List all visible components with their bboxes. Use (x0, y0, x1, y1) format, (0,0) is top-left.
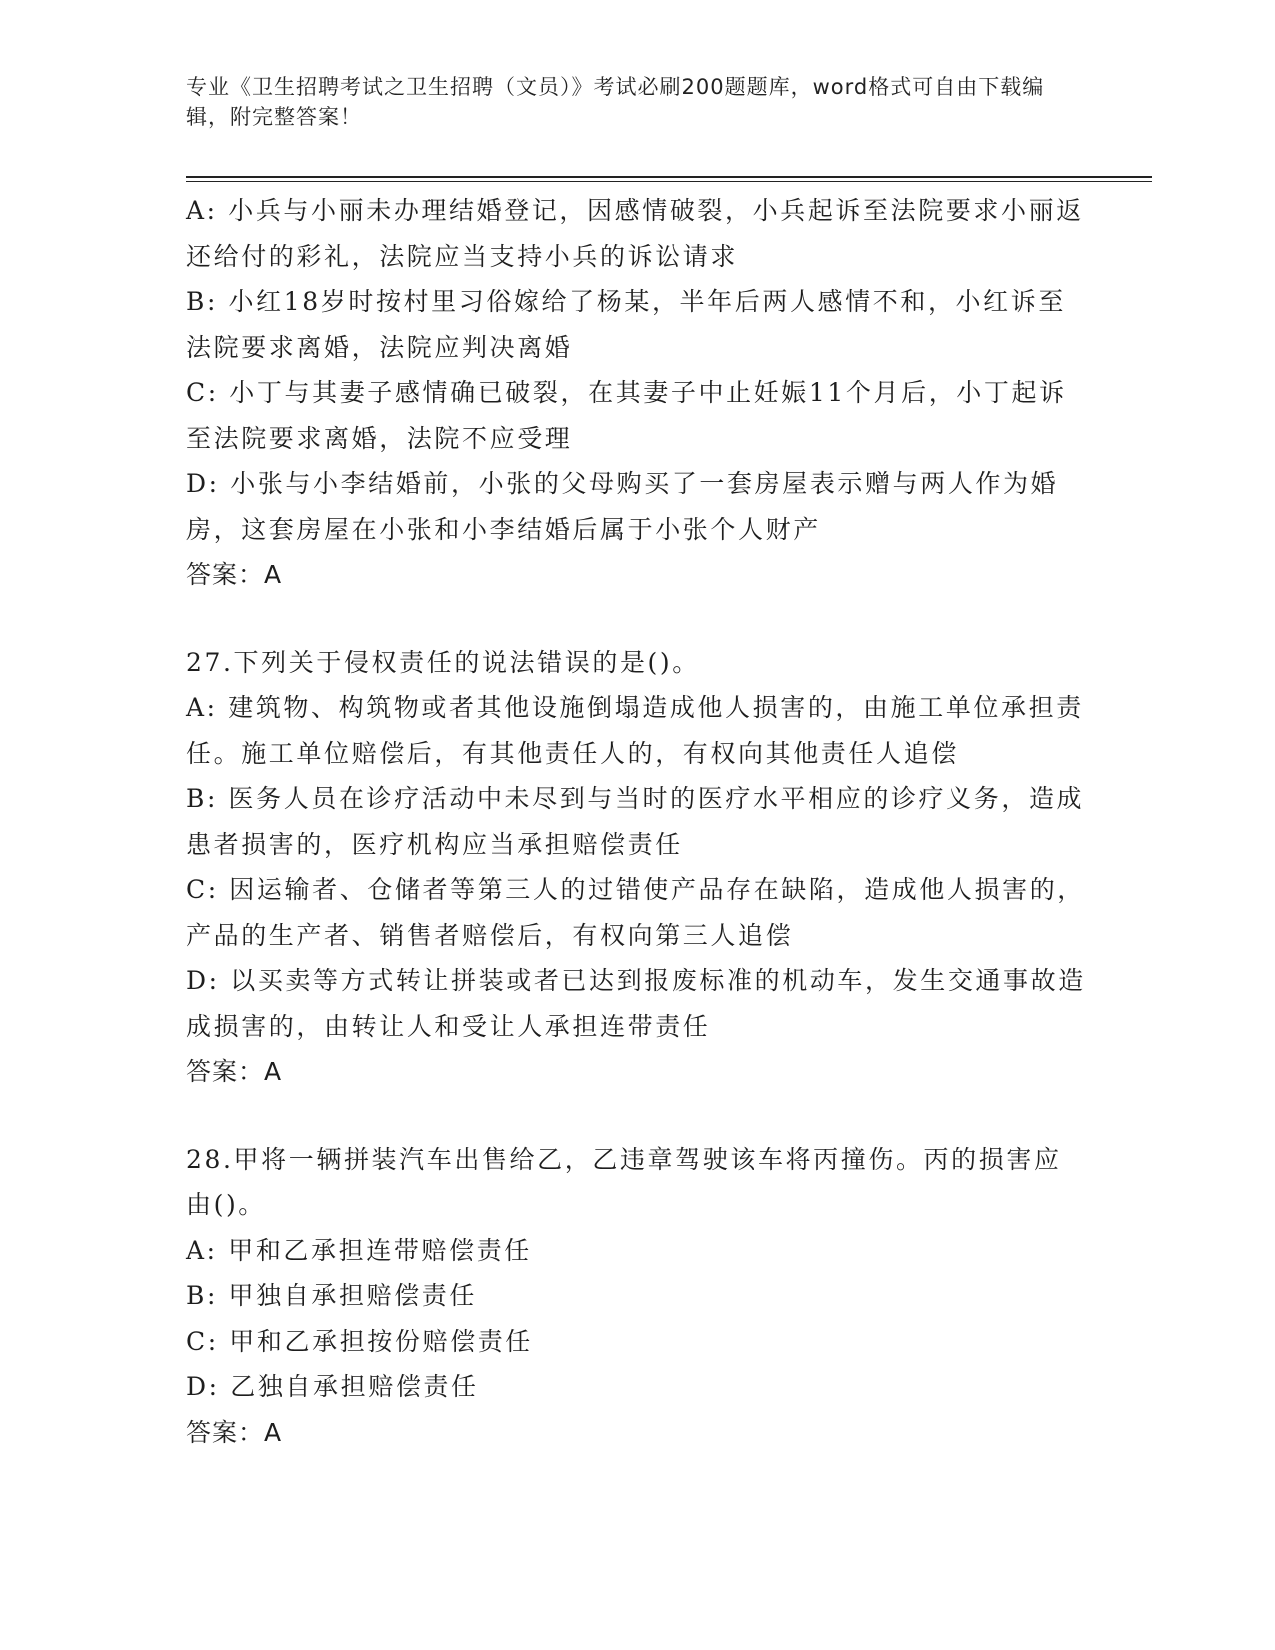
question-stem: 28.甲将一辆拼装汽车出售给乙，乙违章驾驶该车将丙撞伤。丙的损害应由()。 (186, 1144, 1062, 1219)
document-body (186, 188, 1086, 1455)
header-text: 专业《卫生招聘考试之卫生招聘（文员）》考试必刷200题题库，word格式可自由下载编辑，附完整答案！ (186, 75, 1045, 129)
answer: 答案：A (186, 1417, 283, 1447)
option-d: D: 以买卖等方式转让拼装或者已达到报废标准的机动车，发生交通事故造成损害的，由转让人和受让人承担连带责任 (186, 966, 1086, 1041)
question-26-tail (186, 188, 1086, 598)
option-c: C: 因运输者、仓储者等第三人的过错使产品存在缺陷，造成他人损害的，产品的生产者、销售者赔偿后，有权向第三人追偿 (186, 875, 1085, 950)
option-b: B: 甲独自承担赔偿责任 (186, 1281, 477, 1310)
option-c: C: 甲和乙承担按份赔偿责任 (186, 1326, 533, 1356)
document-header (186, 72, 1066, 132)
answer: 答案：A (186, 560, 283, 589)
question-28 (186, 1137, 1086, 1456)
spacer (186, 1095, 1086, 1137)
option-d: D: 小张与小李结婚前，小张的父母购买了一套房屋表示赠与两人作为婚房，这套房屋在小张和小李结婚后属于小张个人财产 (186, 469, 1059, 544)
header-divider-thick (186, 176, 1152, 178)
header-divider-thin (186, 181, 1152, 182)
option-d: D: 乙独自承担赔偿责任 (186, 1372, 479, 1401)
option-a: A: 小兵与小丽未办理结婚登记，因感情破裂，小兵起诉至法院要求小丽返还给付的彩礼，法院应当支持小兵的诉讼请求 (186, 196, 1084, 271)
option-c: C: 小丁与其妻子感情确已破裂，在其妻子中止妊娠11个月后，小丁起诉至法院要求离婚，法院不应受理 (186, 378, 1067, 453)
spacer (186, 598, 1086, 640)
option-a: A: 甲和乙承担连带赔偿责任 (186, 1235, 532, 1265)
answer: 答案：A (186, 1057, 283, 1086)
option-b: B: 小红18岁时按村里习俗嫁给了杨某，半年后两人感情不和，小红诉至法院要求离婚，法院应判决离婚 (186, 287, 1066, 362)
question-27 (186, 640, 1086, 1095)
question-stem: 27.下列关于侵权责任的说法错误的是()。 (186, 647, 700, 677)
option-a: A: 建筑物、构筑物或者其他设施倒塌造成他人损害的，由施工单位承担责任。施工单位赔偿后，有其他责任人的，有权向其他责任人追偿 (186, 693, 1084, 768)
option-b: B: 医务人员在诊疗活动中未尽到与当时的医疗水平相应的诊疗义务，造成患者损害的，医疗机构应当承担赔偿责任 (186, 784, 1085, 859)
